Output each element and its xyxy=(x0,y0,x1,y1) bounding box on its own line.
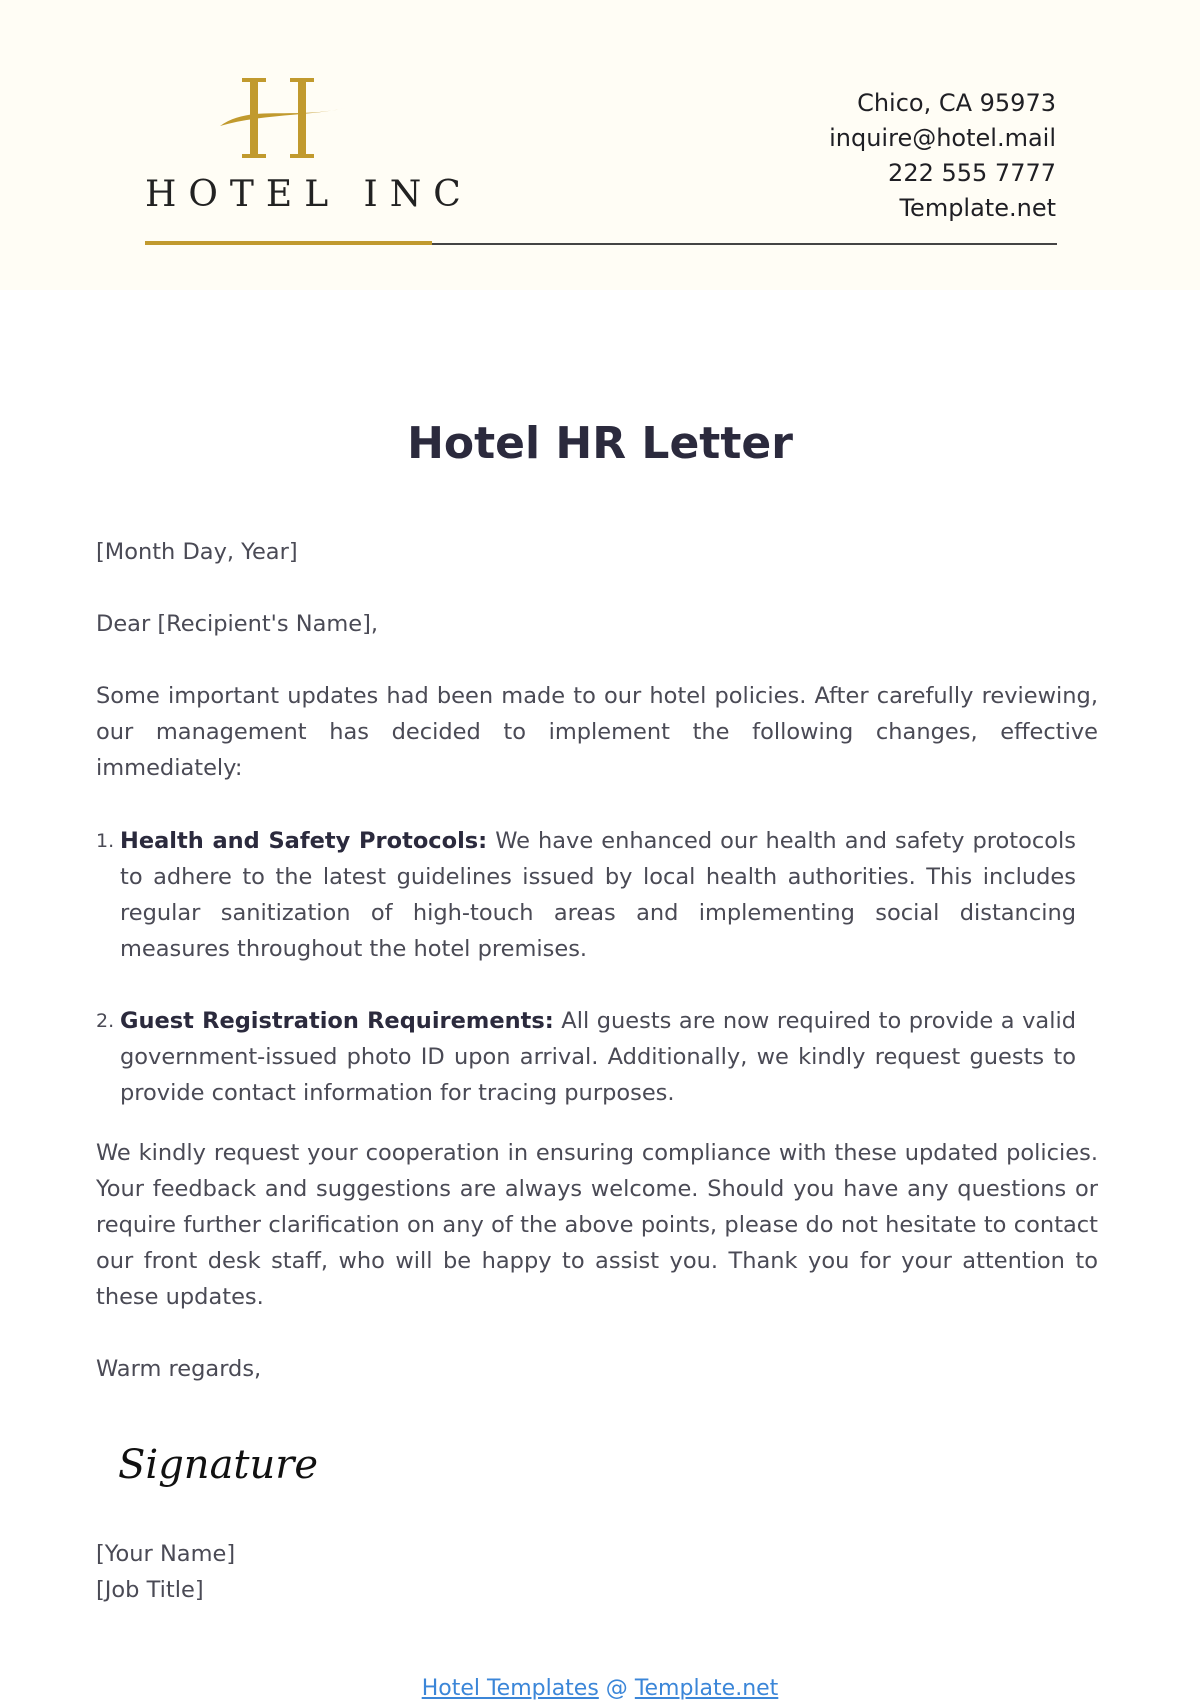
address: Chico, CA 95973 xyxy=(857,89,1056,117)
letter-date: [Month Day, Year] xyxy=(96,539,298,565)
letter-title: Hotel HR Letter xyxy=(407,418,793,469)
template-net-link[interactable]: Template.net xyxy=(634,1676,779,1701)
signature: Signature xyxy=(118,1442,319,1488)
email: inquire@hotel.mail xyxy=(829,124,1056,152)
header-divider xyxy=(432,243,1057,245)
contact-block xyxy=(829,86,1056,226)
hotel-logo xyxy=(145,64,473,224)
sign-off: Warm regards, xyxy=(96,1356,262,1382)
policy-number: 1. xyxy=(96,830,115,852)
letter-greeting: Dear [Recipient's Name], xyxy=(96,611,379,637)
h-monogram-icon xyxy=(220,74,350,164)
policy-text: We have enhanced our health and safety protocols to adhere to the latest guidelines issued by local health authorities. This includes regular sanitization of high-touch areas and implementing social distancing measures throughout the hotel premises. xyxy=(120,828,1076,962)
intro-paragraph: Some important updates had been made to our hotel policies. After carefully reviewing, our management has decided to implement the following changes, effective immediately: xyxy=(96,683,1098,781)
website: Template.net xyxy=(899,194,1056,222)
policy-item xyxy=(96,1003,1076,1111)
sender-job-title: [Job Title] xyxy=(96,1577,204,1603)
policy-number: 2. xyxy=(96,1010,115,1032)
header-divider-accent xyxy=(145,241,432,245)
letterhead xyxy=(0,0,1200,290)
footer-separator: @ xyxy=(598,1676,635,1701)
policy-heading: Guest Registration Requirements: xyxy=(120,1008,554,1034)
policy-item xyxy=(96,823,1076,967)
sender-name: [Your Name] xyxy=(96,1541,236,1567)
closing-paragraph: We kindly request your cooperation in ensuring compliance with these updated policies. Your feedback and suggestions are always welcome. Should you have any questions or require further clarification on any of the above points, please do not hesitate to contact our front desk staff, who will be happy to assist you. Thank you for your attention to these updates. xyxy=(96,1140,1098,1310)
hotel-templates-link[interactable]: Hotel Templates xyxy=(421,1676,599,1701)
logo-text: HOTEL INC xyxy=(145,174,473,215)
policy-text: All guests are now required to provide a valid government-issued photo ID upon arrival. Additionally, we kindly request guests to provide contact information for tracing purposes. xyxy=(120,1008,1077,1106)
footer xyxy=(0,1676,1200,1701)
policy-heading: Health and Safety Protocols: xyxy=(120,828,488,854)
phone: 222 555 7777 xyxy=(888,159,1056,187)
